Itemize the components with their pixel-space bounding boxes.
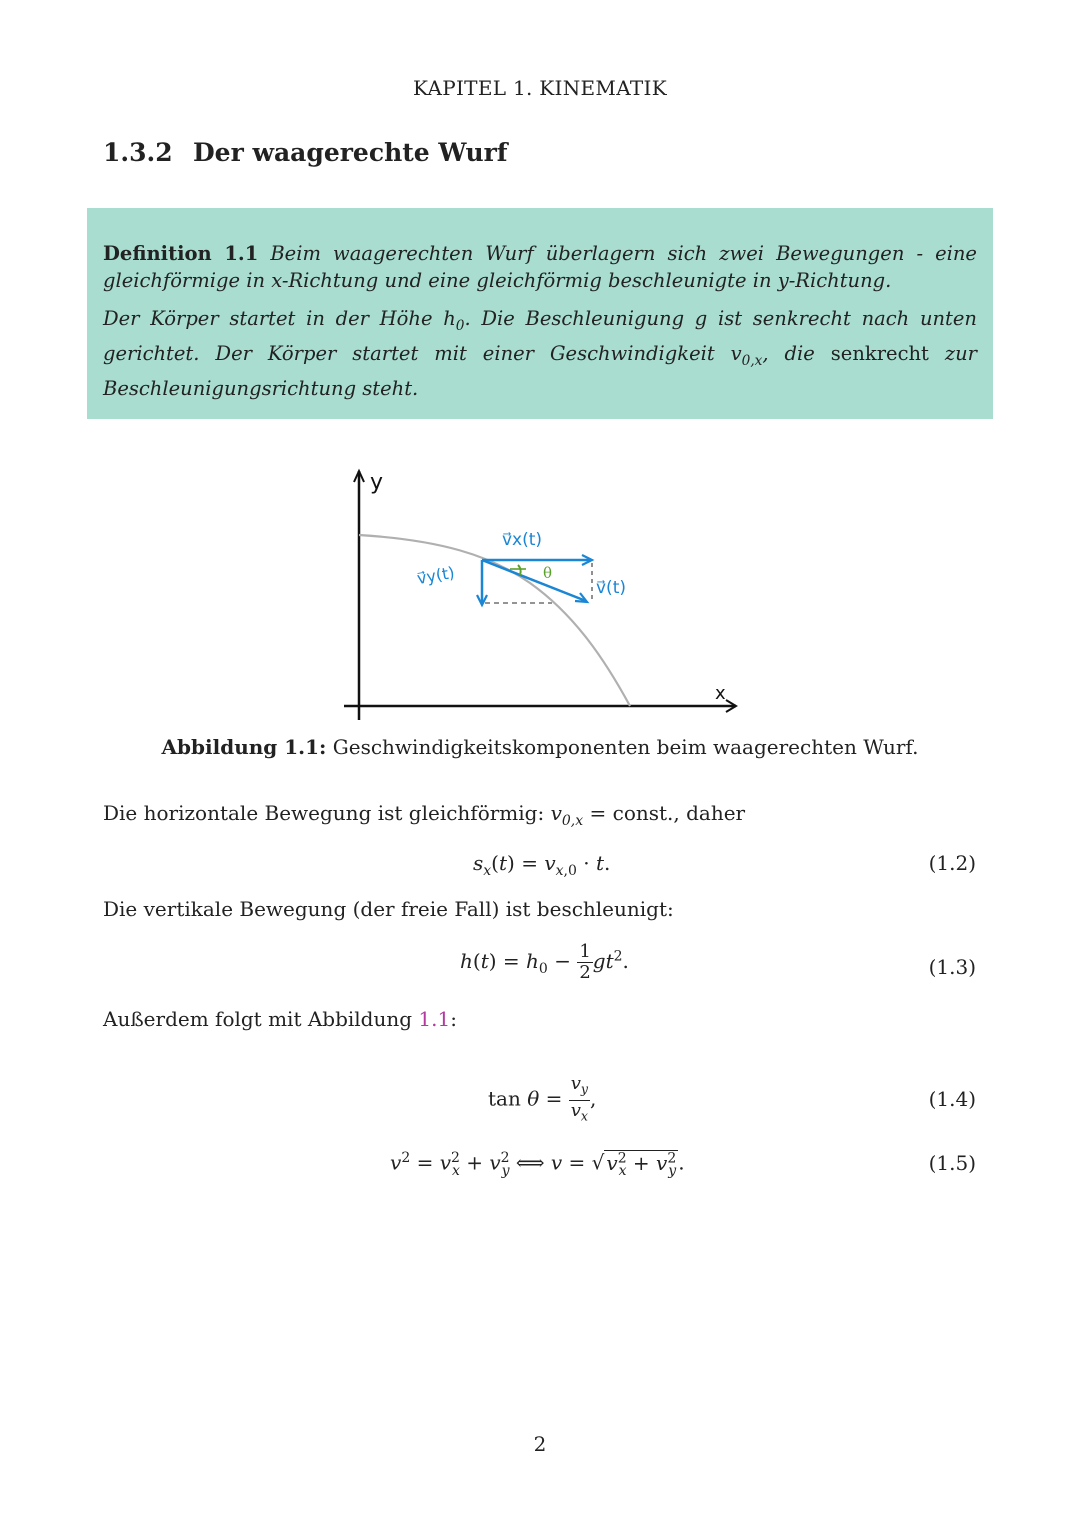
definition-box [87, 208, 993, 419]
horizontal-paragraph: Die horizontale Bewegung ist gleichförmig: $v_{0,x}$ = const., daher [103, 801, 746, 829]
equation-number-1-2: (1.2) [928, 851, 976, 875]
caption-label: Abbildung 1.1: [161, 735, 327, 759]
definition-text-2e: zur Beschleunigungsrichtung steht. [103, 341, 978, 400]
vx-label: v⃗x(t) [502, 530, 543, 550]
equation-1-2: $s_x(t) = v_{x,0} \cdot t$. [473, 851, 611, 879]
section-title: Der waagerechte Wurf [193, 138, 508, 167]
equation-1-4: tan θ = $\frac{v_y}{v_x}$ , [488, 1073, 597, 1124]
ausserdem-colon: : [450, 1007, 457, 1031]
ausserdem-paragraph [103, 1007, 457, 1031]
definition-text-2a: Der Körper startet in der Höhe h [103, 307, 456, 330]
projectile-figure [330, 455, 750, 730]
definition-text-2d: senkrecht [830, 341, 929, 365]
figure-reference-link[interactable]: 1.1 [418, 1007, 451, 1031]
v-label: v⃗(t) [596, 578, 626, 598]
definition-label: Definition 1.1 [103, 242, 259, 265]
definition-sub-v: 0,x [741, 352, 763, 369]
section-number: 1.3.2 [103, 138, 173, 167]
equation-1-5: $v^2 = v^2_x + v^2_y$ ⟺ v = √ $v^2_x + v^2_y$ . [390, 1150, 685, 1179]
definition-sub-h: 0 [455, 317, 465, 334]
vy-label: v⃗y(t) [415, 562, 457, 589]
x-axis-label: x [715, 683, 726, 704]
section-heading [103, 138, 508, 167]
page-number: 2 [533, 1432, 547, 1456]
definition-paragraph-2 [103, 305, 977, 402]
y-axis-label: y [370, 470, 384, 495]
ausserdem-text: Außerdem folgt mit Abbildung [103, 1007, 419, 1031]
definition-text-2c: , die [762, 341, 831, 365]
running-header: KAPITEL 1. KINEMATIK [413, 76, 667, 100]
definition-text-2b: . Die Beschleunigung g ist senkrecht nach unten gerichtet. Der Körper startet mit einer Geschwindigkeit v [103, 307, 977, 365]
theta-label: θ [543, 564, 553, 582]
v-vector [482, 560, 586, 601]
equation-number-1-4: (1.4) [928, 1087, 976, 1111]
vertical-paragraph: Die vertikale Bewegung (der freie Fall) ist beschleunigt: [103, 897, 674, 921]
equation-number-1-5: (1.5) [928, 1151, 976, 1175]
horizontal-text-b: = const., daher [583, 801, 746, 825]
definition-paragraph-1 [103, 240, 977, 294]
equation-1-3: $h(t) = h_0$ − $\frac{1}{2}$ $gt^2$. [460, 941, 629, 983]
horizontal-text-a: Die horizontale Bewegung ist gleichförmig: [103, 801, 551, 825]
caption-text: Geschwindigkeitskomponenten beim waagerechten Wurf. [332, 735, 919, 759]
equation-number-1-3: (1.3) [928, 955, 976, 979]
definition-text-1: Beim waagerechten Wurf überlagern sich zwei Bewegungen - eine gleichförmige in x-Richtung und eine gleichförmig beschleunigte in y-Richtung. [103, 242, 977, 292]
figure-caption [0, 735, 1080, 759]
